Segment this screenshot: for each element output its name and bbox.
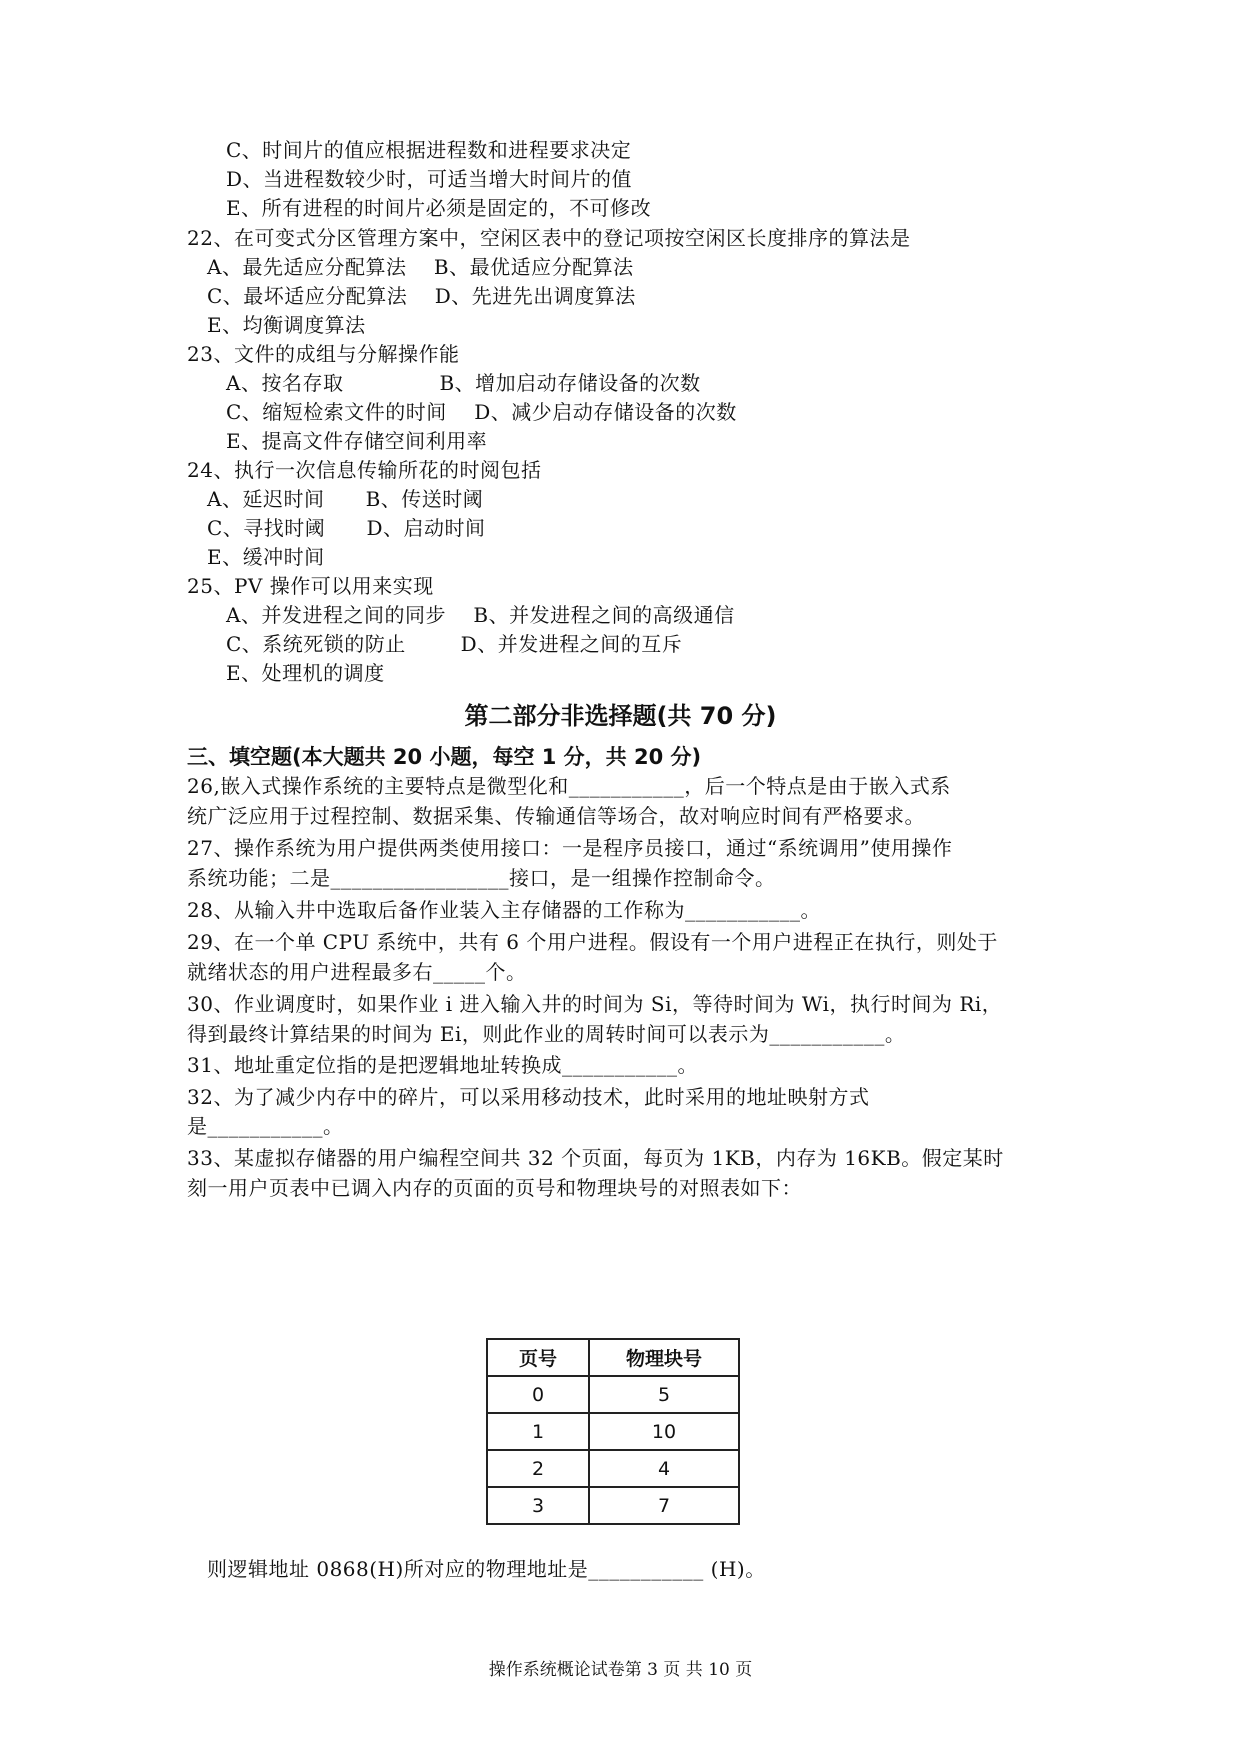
q24-stem: 24、执行一次信息传输所花的时阅包括: [187, 458, 542, 482]
page-number-header: 页号: [487, 1339, 589, 1376]
q23-option-e: E、提高文件存储空间利用率: [226, 429, 488, 453]
q25-option-e: E、处理机的调度: [226, 661, 385, 685]
q33-line-1: 33、某虚拟存储器的用户编程空间共 32 个页面，每页为 1KB，内存为 16KB。假定某时: [187, 1146, 1004, 1170]
q27-line-2: 系统功能；二是_________________接口，是一组操作控制命令。: [187, 866, 776, 890]
frame-number-cell: 4: [589, 1450, 739, 1487]
table-row: [487, 1413, 739, 1450]
q25-options-ab: A、并发进程之间的同步 B、并发进程之间的高级通信: [226, 603, 735, 627]
q26-line-2: 统广泛应用于过程控制、数据采集、传输通信等场合，故对响应时间有严格要求。: [187, 804, 925, 828]
q22-option-e: E、均衡调度算法: [207, 313, 366, 337]
table-row: [487, 1487, 739, 1524]
page-number-cell: 3: [487, 1487, 589, 1524]
q22-stem: 22、在可变式分区管理方案中，空闲区表中的登记项按空闲区长度排序的算法是: [187, 226, 911, 250]
q27-line-1: 27、操作系统为用户提供两类使用接口：一是程序员接口，通过“系统调用”使用操作: [187, 836, 953, 860]
q22-options-ab: A、最先适应分配算法 B、最优适应分配算法: [207, 255, 634, 279]
part-two-heading: 第二部分非选择题(共 70 分): [464, 702, 777, 730]
q22-options-cd: C、最坏适应分配算法 D、先进先出调度算法: [207, 284, 636, 308]
q29-line-1: 29、在一个单 CPU 系统中，共有 6 个用户进程。假设有一个用户进程正在执行，则处于: [187, 930, 998, 954]
section-three-heading: 三、填空题(本大题共 20 小题，每空 1 分，共 20 分): [187, 745, 702, 769]
q21-option-c: C、时间片的值应根据进程数和进程要求决定: [226, 138, 632, 162]
q23-options-cd: C、缩短检索文件的时间 D、减少启动存储设备的次数: [226, 400, 737, 424]
q32-line-2: 是___________。: [187, 1114, 344, 1138]
page-number-cell: 2: [487, 1450, 589, 1487]
frame-number-header: 物理块号: [589, 1339, 739, 1376]
frame-number-cell: 5: [589, 1376, 739, 1413]
q33-line-3: 则逻辑地址 0868(H)所对应的物理地址是___________ (H)。: [207, 1557, 766, 1581]
q21-option-e: E、所有进程的时间片必须是固定的，不可修改: [226, 196, 652, 220]
q30-line-2: 得到最终计算结果的时间为 Ei，则此作业的周转时间可以表示为___________。: [187, 1022, 906, 1046]
q24-options-cd: C、寻找时阈 D、启动时间: [207, 516, 486, 540]
q28-line: 28、从输入井中选取后备作业装入主存储器的工作称为___________。: [187, 898, 821, 922]
q33-line-2: 刻一用户页表中已调入内存的页面的页号和物理块号的对照表如下：: [187, 1176, 802, 1200]
q29-line-2: 就绪状态的用户进程最多右_____个。: [187, 960, 527, 984]
frame-number-cell: 10: [589, 1413, 739, 1450]
q25-options-cd: C、系统死锁的防止 D、并发进程之间的互斥: [226, 632, 683, 656]
q23-stem: 23、文件的成组与分解操作能: [187, 342, 460, 366]
table-row: [487, 1450, 739, 1487]
page-table: [486, 1338, 740, 1525]
page-footer: 操作系统概论试卷第 3 页 共 10 页: [488, 1660, 753, 1680]
table-row: [487, 1376, 739, 1413]
q21-option-d: D、当进程数较少时，可适当增大时间片的值: [226, 167, 633, 191]
q24-options-ab: A、延迟时间 B、传送时阈: [207, 487, 484, 511]
page-table-header-row: [487, 1339, 739, 1376]
q26-line-1: 26,嵌入式操作系统的主要特点是微型化和___________，后一个特点是由于嵌入式系: [187, 774, 951, 798]
page-number-cell: 0: [487, 1376, 589, 1413]
frame-number-cell: 7: [589, 1487, 739, 1524]
q30-line-1: 30、作业调度时，如果作业 i 进入输入井的时间为 Si，等待时间为 Wi，执行时间为 Ri，: [187, 992, 1003, 1016]
q25-stem: 25、PV 操作可以用来实现: [187, 574, 434, 598]
q23-options-ab: A、按名存取 B、增加启动存储设备的次数: [226, 371, 701, 395]
q32-line-1: 32、为了减少内存中的碎片，可以采用移动技术，此时采用的地址映射方式: [187, 1085, 870, 1109]
page-number-cell: 1: [487, 1413, 589, 1450]
q31-line: 31、地址重定位指的是把逻辑地址转换成___________。: [187, 1053, 698, 1077]
q24-option-e: E、缓冲时间: [207, 545, 325, 569]
